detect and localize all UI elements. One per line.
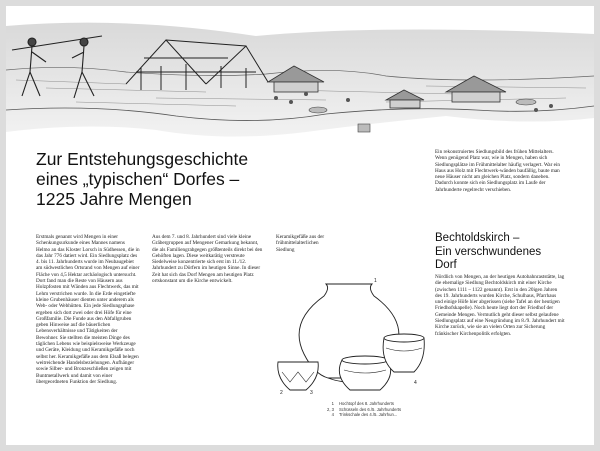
exhibit-panel — [6, 6, 594, 445]
subheading-line-3: Dorf — [435, 259, 457, 271]
title-line-3: 1225 Jahre Mengen — [36, 189, 192, 209]
vessel-figure-caption: Keramikgefäße aus der frühmittelalterlichen Siedlung — [276, 234, 325, 253]
history-paragraph-graves: Aus dem 7. und 8. Jahrhundert sind viele kleine Gräbergruppen auf Mengener Gemarkung bekannt, die als Familiengrabgegen größtenteils direkt bei den Gehöften lagen. Diese weitkarätig verstreute Siedelweise konzentrierte sich erst im 11./12. Jahrhundert zu Dörfern im heutigen Sinne. In dieser Zeit hat sich das Dorf Mengen am heutigen Platz ortskonstant um die Kirche entwickelt. — [152, 234, 263, 285]
drinking-bowl-drawing — [383, 338, 424, 372]
legend-number: 4 — [331, 412, 334, 418]
bowl-middle-drawing — [339, 360, 390, 390]
page-title — [36, 149, 306, 209]
legend-number: 2, 3 — [327, 406, 334, 412]
subheading-line-2: Ein verschwundenes — [435, 245, 542, 258]
legend-text: Schüsseln des 6./5. Jahrhunderts — [339, 406, 402, 412]
legend-text: Trinkschale des 4./5. Jahrhun... — [339, 412, 398, 418]
svg-text:3: 3 — [310, 390, 313, 396]
section-heading-bechtoldskirch — [435, 232, 575, 273]
ceramic-vessels-drawing — [276, 278, 426, 396]
village-reconstruction-illustration — [6, 6, 594, 146]
subheading-line-1: Bechtoldskirch – — [435, 232, 520, 244]
svg-text:2: 2 — [280, 390, 283, 396]
history-paragraph-settlement: Erstmals genannt wird Mengen in einer Schenkungsurkunde eines Mannes namens Helmo an das Kloster Lorsch in Südhessen, die in das Jahr 776 datiert wird. Ein Siedlungsplatz des 4. bis 11. Jahrhunderts wurde im Neubaugebiet am südwestlichen Ortsrand von Mengen auf einer Fläche von 4,5 Hektar archäologisch untersucht. Dort fand man die Reste von Häusern aus Holzpfosten mit Wänden aus Flechtwerk, das mit Lehm verstrichen wurde. In die Erde eingetiefte kleine Grubenhäuser dienten unter anderem als Web- oder Webhütten. Ein jede Siedlungsphase ergeben sich dort zwei oder drei Höfe für eine Großfamilie. Die Funde aus den Abfallgruben geben Hinweise auf die bäuerlichen Lebensverhältnisse und Tätigkeiten der Bewohner. Sie stellten die meisten Dinge des täglichen Lebens wie beispielsweise Werkzeuge und Geräte, Kleidung und Keramikgefäße noch selbst her. Keramikgefäße aus dem Elsaß belegen weitreichende Handelsbeziehungen. Aufhänger sowie Silber- und Bronzeschließen zeigen mit Buntmetallwerk und damit von einer übergeordneten Funktion der Siedlung. — [36, 234, 140, 385]
bowl-left-drawing — [278, 362, 319, 390]
legend-row — [324, 412, 434, 418]
title-line-1: Zur Entstehungsgeschichte — [36, 149, 249, 169]
reconstruction-image-caption: Ein rekonstruiertes Siedlungsbild des frühen Mittelalters. Wenn genügend Platz war, wie in Mengen, haben sich Siedlungsplätze im Frühmittelalter häufig verlagert. War ein Haus aus Holz mit Flechtwerk-wänden baufällig, baute man neue Häuser nicht am gleichen Platz, sondern daneben. Dadurch konnte sich ein Siedlungsplatz im Laufe der Jahrhunderte regelrecht verschieben. — [435, 149, 560, 193]
svg-text:1: 1 — [374, 278, 377, 284]
vessel-legend — [324, 401, 434, 418]
title-line-2: eines „typischen“ Dorfes – — [36, 169, 240, 189]
svg-text:4: 4 — [414, 380, 417, 386]
legend-text: Hochtopf des 8. Jahrhunderts — [339, 401, 394, 406]
legend-number: 1 — [331, 401, 334, 406]
bechtoldskirch-paragraph: Nördlich von Mengen, an der heutigen Autobahnraststätte, lag die ehemalige Siedlung Bechtoldskirch mit einer Kirche (zwischen 1111 – 1122 genannt). Erst in den 20igen Jahren des 19. Jahrhunderts wurden Kirche, Schulhaus, Pfarrhaus und einige Höfe hier abgerissen (siehe Tafel an der heutigen Friedhofskapelle). Noch heute liegt dort der Friedhof der Gemeinde Mengen. Vermutlich geht dieser selbst gelaufene Siedlungsplatz auf eine Neugründung im 8./9. Jahrhundert mit Kirche zurück, wie sie an vielen Orten zur Sicherung fränkischer Kirchenpolitik erfolgten. — [435, 274, 565, 337]
